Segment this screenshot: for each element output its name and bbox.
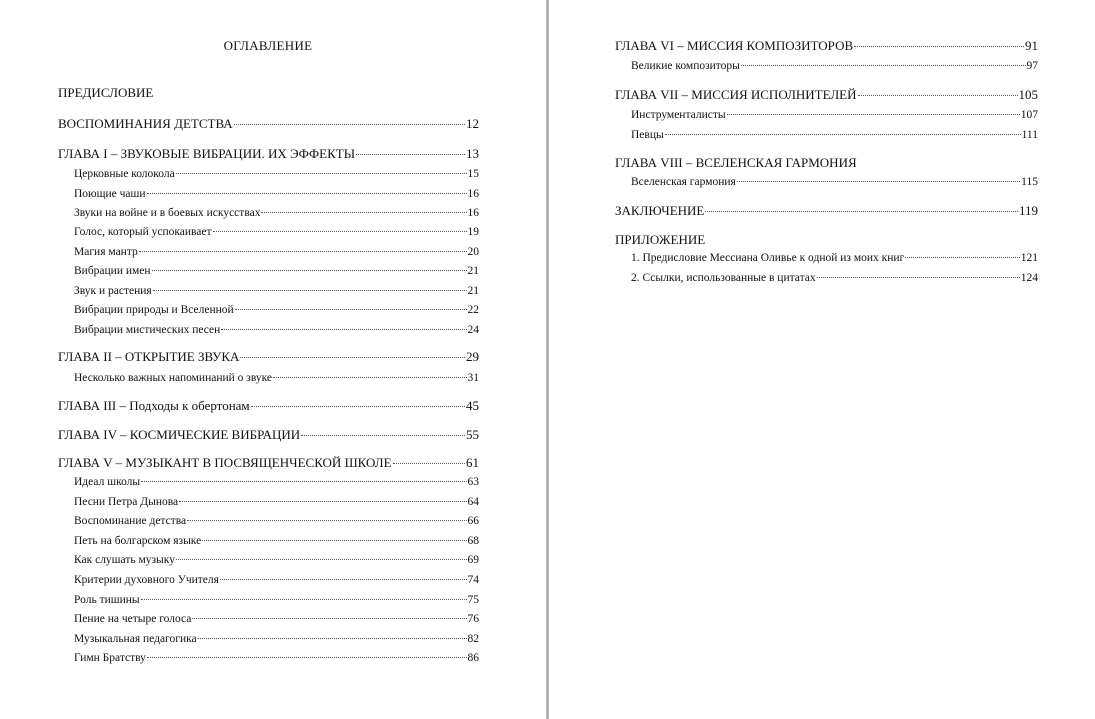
dot-leader: [705, 211, 1018, 212]
toc-entry-chapter-1[interactable]: [58, 147, 479, 161]
dot-leader: [235, 309, 467, 310]
toc-page-number: 21: [467, 285, 479, 297]
toc-label: Магия мантр: [74, 246, 138, 258]
toc-label: Вселенская гармония: [631, 176, 736, 188]
toc-label: Вибрации мистических песен: [74, 324, 221, 336]
toc-page-number: 21: [467, 265, 479, 277]
toc-entry-chapter-4[interactable]: [58, 428, 479, 442]
toc-subentry[interactable]: [74, 187, 479, 201]
toc-page-number: 115: [1021, 176, 1038, 188]
toc-page-number: 68: [467, 535, 479, 547]
toc-label: Звуки на войне и в боевых искусствах: [74, 207, 261, 219]
dot-leader: [356, 154, 465, 155]
toc-label: Как слушать музыку: [74, 554, 175, 566]
dot-leader: [905, 257, 1020, 258]
toc-subentry[interactable]: [74, 495, 479, 509]
dot-leader: [187, 520, 466, 521]
dot-leader: [176, 559, 467, 560]
toc-subentry[interactable]: [74, 371, 479, 385]
toc-page-number: 76: [467, 613, 479, 625]
toc-page-number: 45: [466, 398, 479, 413]
dot-leader: [176, 173, 467, 174]
toc-label: Вибрации имен: [74, 265, 151, 277]
toc-page-number: 91: [1025, 38, 1038, 53]
toc-label: Инструменталисты: [631, 109, 726, 121]
toc-subentry[interactable]: [74, 323, 479, 337]
toc-subentry[interactable]: [74, 303, 479, 317]
toc-subentry[interactable]: [631, 175, 1038, 189]
dot-leader: [192, 618, 466, 619]
toc-page-number: 124: [1020, 272, 1038, 284]
toc-page-number: 12: [466, 116, 479, 131]
toc-label: Поющие чаши: [74, 188, 146, 200]
toc-entry-conclusion[interactable]: [615, 204, 1038, 218]
toc-label: Музыкальная педагогика: [74, 633, 197, 645]
toc-label: Певцы: [631, 129, 664, 141]
toc-label: Критерии духовного Учителя: [74, 574, 219, 586]
toc-page-number: 31: [467, 372, 479, 384]
toc-page-number: 20: [467, 246, 479, 258]
dot-leader: [139, 251, 467, 252]
dot-leader: [727, 114, 1020, 115]
toc-subentry[interactable]: [631, 271, 1038, 285]
toc-subentry[interactable]: [74, 225, 479, 239]
toc-page-number: 111: [1021, 129, 1038, 141]
toc-label: Несколько важных напоминаний о звуке: [74, 372, 273, 384]
toc-subentry[interactable]: [631, 128, 1038, 142]
dot-leader: [234, 124, 465, 125]
toc-page-number: 19: [467, 226, 479, 238]
toc-page-number: 97: [1026, 60, 1038, 72]
toc-label: ГЛАВА IV – КОСМИЧЕСКИЕ ВИБРАЦИИ: [58, 427, 301, 442]
toc-subentry[interactable]: [74, 284, 479, 298]
toc-label: Звук и растения: [74, 285, 152, 297]
toc-page-number: 16: [467, 188, 479, 200]
toc-page-number: 15: [467, 168, 479, 180]
dot-leader: [221, 329, 466, 330]
dot-leader: [393, 463, 465, 464]
toc-label: ВОСПОМИНАНИЯ ДЕТСТВА: [58, 116, 233, 131]
toc-label: ГЛАВА V – МУЗЫКАНТ В ПОСВЯЩЕНЧЕСКОЙ ШКОЛЕ: [58, 455, 392, 470]
toc-subentry[interactable]: [74, 593, 479, 607]
toc-page-number: 119: [1018, 203, 1038, 218]
toc-entry-chapter-6[interactable]: [615, 39, 1038, 53]
toc-entry-chapter-8[interactable]: ГЛАВА VIII – ВСЕЛЕНСКАЯ ГАРМОНИЯ: [615, 155, 857, 170]
toc-label: Песни Петра Дынова: [74, 496, 179, 508]
toc-label: Голос, который успокаивает: [74, 226, 212, 238]
dot-leader: [213, 231, 467, 232]
toc-entry-chapter-5[interactable]: [58, 456, 479, 470]
toc-label: Воспоминание детства: [74, 515, 187, 527]
toc-page-number: 16: [467, 207, 479, 219]
dot-leader: [147, 193, 467, 194]
toc-subentry[interactable]: [74, 475, 479, 489]
dot-leader: [737, 181, 1020, 182]
toc-subentry[interactable]: [74, 612, 479, 626]
dot-leader: [301, 435, 465, 436]
dot-leader: [220, 579, 467, 580]
left-page: [0, 0, 546, 719]
dot-leader: [817, 277, 1020, 278]
toc-subentry[interactable]: [631, 108, 1038, 122]
dot-leader: [141, 599, 467, 600]
preface-heading: ПРЕДИСЛОВИЕ: [58, 85, 154, 100]
toc-subentry[interactable]: [74, 553, 479, 567]
dot-leader: [854, 46, 1024, 47]
toc-subentry[interactable]: [631, 251, 1038, 265]
toc-label: 1. Предисловие Мессиана Оливье к одной из моих книг: [631, 252, 905, 264]
toc-page-number: 82: [467, 633, 479, 645]
toc-label: ЗАКЛЮЧЕНИЕ: [615, 203, 705, 218]
toc-entry-chapter-2[interactable]: [58, 350, 479, 364]
dot-leader: [858, 95, 1018, 96]
dot-leader: [179, 501, 466, 502]
toc-subentry[interactable]: [74, 264, 479, 278]
toc-page-number: 86: [467, 652, 479, 664]
toc-label: ГЛАВА I – ЗВУКОВЫЕ ВИБРАЦИИ. ИХ ЭФФЕКТЫ: [58, 146, 356, 161]
toc-page-number: 121: [1020, 252, 1038, 264]
toc-page-number: 29: [466, 349, 479, 364]
toc-page-number: 55: [466, 427, 479, 442]
toc-label: Пение на четыре голоса: [74, 613, 192, 625]
right-page: [549, 0, 1095, 719]
toc-page-number: 66: [467, 515, 479, 527]
toc-label: Церковные колокола: [74, 168, 175, 180]
toc-subentry[interactable]: [74, 632, 479, 646]
dot-leader: [261, 212, 466, 213]
dot-leader: [153, 290, 467, 291]
toc-page-number: 74: [467, 574, 479, 586]
toc-page-number: 22: [467, 304, 479, 316]
dot-leader: [198, 638, 467, 639]
toc-subentry[interactable]: [74, 206, 479, 220]
toc-page-number: 63: [467, 476, 479, 488]
dot-leader: [273, 377, 466, 378]
toc-page-number: 61: [466, 455, 479, 470]
toc-subentry[interactable]: [74, 167, 479, 181]
toc-page-number: 69: [467, 554, 479, 566]
dot-leader: [152, 270, 467, 271]
toc-page-number: 24: [467, 324, 479, 336]
toc-entry-memories[interactable]: [58, 117, 479, 131]
toc-label: Гимн Братству: [74, 652, 146, 664]
appendix-heading: ПРИЛОЖЕНИЕ: [615, 232, 706, 247]
dot-leader: [251, 406, 465, 407]
toc-label: Роль тишины: [74, 594, 140, 606]
toc-label: ГЛАВА VI – МИССИЯ КОМПОЗИТОРОВ: [615, 38, 854, 53]
toc-page-number: 105: [1018, 87, 1038, 102]
toc-subentry[interactable]: [74, 514, 479, 528]
toc-page-number: 107: [1020, 109, 1038, 121]
toc-label: Петь на болгарском языке: [74, 535, 202, 547]
dot-leader: [141, 481, 466, 482]
toc-page-number: 64: [467, 496, 479, 508]
toc-label: ГЛАВА III – Подходы к обертонам: [58, 398, 250, 413]
toc-entry-chapter-7[interactable]: [615, 88, 1038, 102]
dot-leader: [665, 134, 1021, 135]
toc-label: Вибрации природы и Вселенной: [74, 304, 234, 316]
toc-subentry[interactable]: [74, 245, 479, 259]
toc-page-number: 75: [467, 594, 479, 606]
toc-subentry[interactable]: [74, 573, 479, 587]
toc-label: 2. Ссылки, использованные в цитатах: [631, 272, 816, 284]
toc-label: Идеал школы: [74, 476, 141, 488]
toc-subentry[interactable]: [631, 59, 1038, 73]
page-title: ОГЛАВЛЕНИЕ: [223, 38, 313, 53]
dot-leader: [741, 65, 1026, 66]
toc-page-number: 13: [466, 146, 479, 161]
dot-leader: [147, 657, 467, 658]
toc-label: ГЛАВА II – ОТКРЫТИЕ ЗВУКА: [58, 349, 240, 364]
toc-subentry[interactable]: [74, 651, 479, 665]
dot-leader: [240, 357, 465, 358]
toc-entry-chapter-3[interactable]: [58, 399, 479, 413]
dot-leader: [202, 540, 466, 541]
toc-label: ГЛАВА VII – МИССИЯ ИСПОЛНИТЕЛЕЙ: [615, 87, 857, 102]
toc-subentry[interactable]: [74, 534, 479, 548]
toc-label: Великие композиторы: [631, 60, 740, 72]
